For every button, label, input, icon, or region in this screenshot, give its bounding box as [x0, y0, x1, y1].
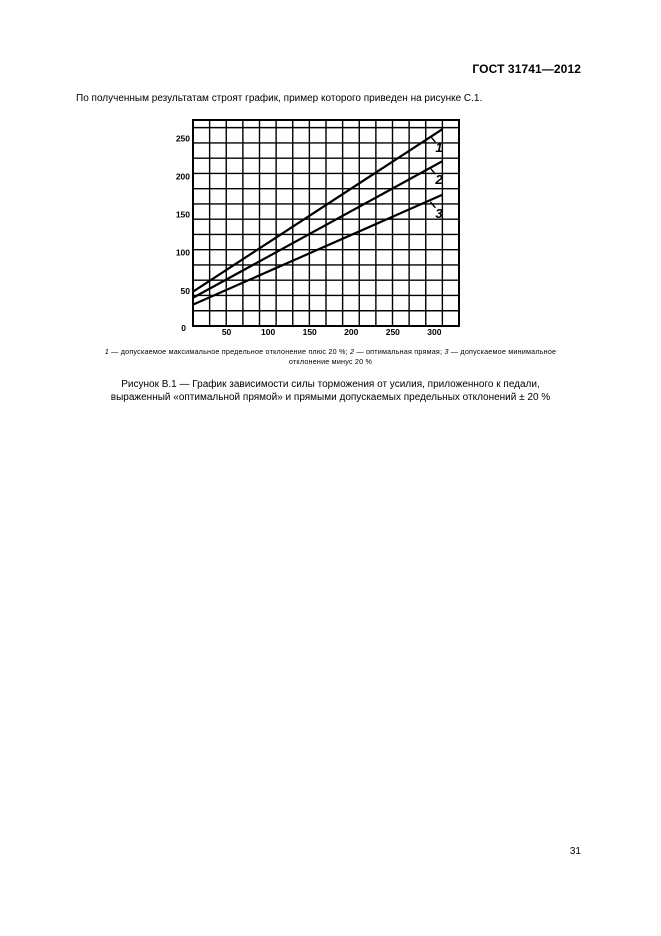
figure-caption-line-2: выраженный «оптимальной прямой» и прямыми допускаемых предельных отклонений ± 20 %	[110, 392, 551, 403]
x-tick-label: 50	[221, 327, 232, 337]
legend-item-1-number: 1	[104, 347, 109, 356]
legend-item-1-text: — допускаемое максимальное предельное отклонение плюс 20 %;	[108, 347, 350, 356]
legend-item-2-text: — оптимальная прямая;	[354, 347, 445, 356]
series-label-1: 1	[435, 140, 443, 156]
series-line-2	[193, 161, 442, 298]
document-code: ГОСТ 31741—2012	[472, 62, 581, 76]
y-tick-label: 200	[175, 171, 190, 182]
legend-line-2: отклонение минус 20 %	[288, 357, 373, 366]
x-tick-label: 100	[261, 327, 276, 337]
y-tick-label: 100	[175, 247, 190, 258]
x-tick-label: 150	[302, 327, 317, 337]
page-number: 31	[569, 846, 581, 857]
legend-item-3-number: 3	[444, 347, 449, 356]
y-tick-label: 150	[175, 209, 190, 220]
y-tick-label: 50	[180, 285, 190, 296]
legend-item-2-number: 2	[349, 347, 355, 356]
legend-line-1	[40, 347, 621, 357]
legend-item-3-text: — допускаемое минимальное	[448, 347, 557, 356]
x-tick-label: 300	[427, 327, 442, 337]
series-label-2: 2	[435, 172, 443, 188]
series-label-3: 3	[435, 205, 443, 221]
figure-caption	[40, 378, 621, 404]
x-tick-label: 250	[385, 327, 400, 337]
x-tick-label: 200	[344, 327, 359, 337]
figure-legend	[40, 347, 621, 367]
origin-tick-label: 0	[181, 323, 186, 333]
intro-paragraph: По полученным результатам строят график, пример которого приведен на рисунке С.1.	[76, 93, 483, 104]
brake-force-chart	[0, 0, 661, 400]
y-tick-label: 250	[175, 133, 190, 144]
figure-caption-line-1: Рисунок В.1 — График зависимости силы торможения от усилия, приложенного к педали,	[121, 379, 540, 390]
